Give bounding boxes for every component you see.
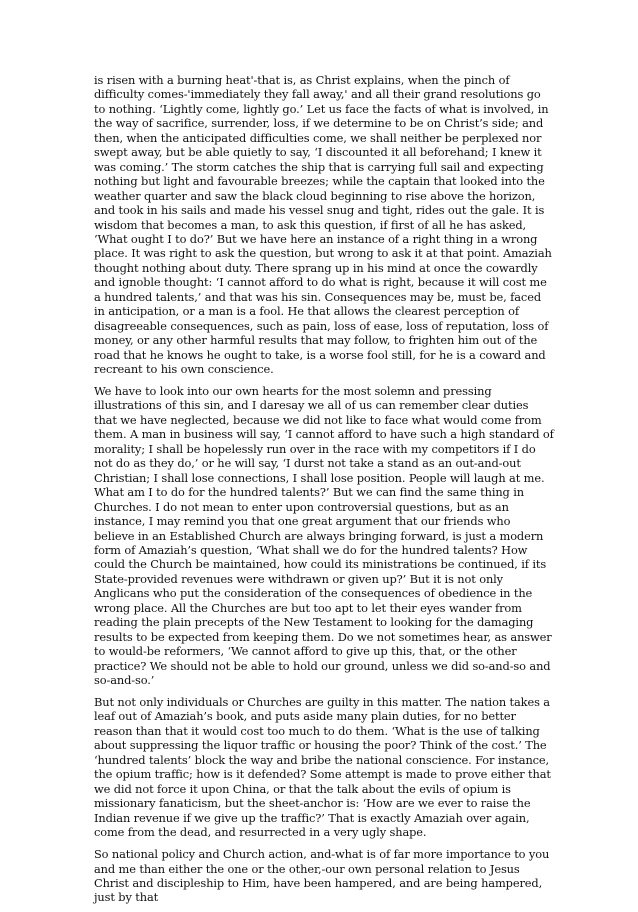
paragraph-3: But not only individuals or Churches are guilty in this matter. The nation takes a leaf out of Amaziah’s book, and puts aside many plain duties, for no better reason than that it would cost too much to do them. ‘What is the use of talking about suppressing the liquor traffic or housing the poor? Think of the cost.’ The ‘hundred talents’ block the way and bribe the national conscience. For instance, the opium traffic; how is it defended? Some attempt is made to prove either that we did not force it upon China, or that the talk about the evils of opium is missionary fanaticism, but the sheet-anchor is: ‘How are we ever to raise the Indian revenue if we give up the traffic?’ That is exactly Amaziah over again, come from the dead, and resurrected in a very ugly shape.	[94, 695, 551, 840]
paragraph-4: So national policy and Church action, and-what is of far more importance to you and me than either the one or the other,-our own personal relation to Jesus Christ and discipleship to Him, have been hampered, and are being hampered, just by that	[94, 847, 550, 905]
paragraph-1: is risen with a burning heat'-that is, as Christ explains, when the pinch of difficulty comes-'immediately they fall away,' and all their grand resolutions go to nothing. ‘Lightly come, lightly go.’ Let us face the facts of what is involved, in the way of sacrifice, surrender, loss, if we determine to be on Christ’s side; and then, when the anticipated difficulties come, we shall neither be perplexed nor swept away, but be able quietly to say, ‘I discounted it all beforehand; I knew it was coming.’ The storm catches the ship that is carrying full sail and expecting nothing but light and favourable breezes; while the captain that looked into the weather quarter and saw the black cloud beginning to rise above the horizon, and took in his sails and made his vessel snug and tight, rides out the gale. It is wisdom that becomes a man, to ask this question, if first of all he has asked, ‘What ought I to do?’ But we have here an instance of a right thing in a wrong place. It was right to ask the question, but wrong to ask it at that point. Amaziah thought nothing about duty. There sprang up in his mind at once the cowardly and ignoble thought: ‘I cannot afford to do what is right, because it will cost me a hundred talents,’ and that was his sin. Consequences may be, must be, faced in anticipation, or a man is a fool. He that allows the clearest perception of disagreeable consequences, such as pain, loss of ease, loss of reputation, loss of money, or any other harmful results that may follow, to frighten him out of the road that he knows he ought to take, is a worse fool still, for he is a coward and recreant to his own conscience.	[94, 73, 552, 377]
paragraph-2: We have to look into our own hearts for the most solemn and pressing illustrations of this sin, and I daresay we all of us can remember clear duties that we have neglected, because we did not like to face what would come from them. A man in business will say, ‘I cannot afford to have such a high standard of morality; I shall be hopelessly run over in the race with my competitors if I do not do as they do,’ or he will say, ‘I durst not take a stand as an out-and-out Christian; I shall lose connections, I shall lose position. People will laugh at me. What am I to do for the hundred talents?’ But we can find the same thing in Churches. I do not mean to enter upon controversial questions, but as an instance, I may remind you that one great argument that our friends who believe in an Established Church are always bringing forward, is just a modern form of Amaziah’s question, ‘What shall we do for the hundred talents? How could the Church be maintained, how could its ministrations be continued, if its State-provided revenues were withdrawn or given up?’ But it is not only Anglicans who put the consideration of the consequences of obedience in the wrong place. All the Churches are but too apt to let their eyes wander from reading the plain precepts of the New Testament to looking for the damaging results to be expected from keeping them. Do we not sometimes hear, as answer to would-be reformers, ‘We cannot afford to give up this, that, or the other practice? We should not be able to hold our ground, unless we did so-and-so and so-and-so.’	[94, 384, 554, 688]
document-page	[94, 73, 554, 912]
